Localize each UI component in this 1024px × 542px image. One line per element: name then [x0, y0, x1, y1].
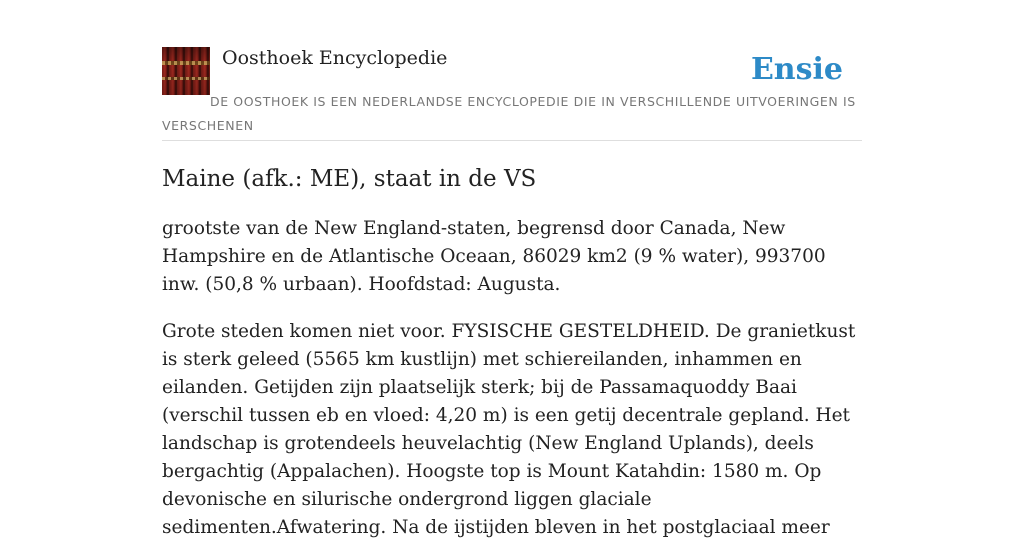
article-paragraph: grootste van de New England-staten, begrensd door Canada, New Hampshire en de Atlantische Oceaan, 86029 km2 (9 % water), 993700 inw. (50,8 % urbaan). Hoofdstad: Augusta. [162, 218, 826, 295]
avatar-shade [162, 47, 210, 95]
page-title: Maine (afk.: ME), staat in de VS [162, 166, 537, 192]
page [162, 0, 862, 542]
site-name-link[interactable]: Oosthoek Encyclopedie [222, 47, 448, 69]
brand-logo[interactable]: Ensie [750, 52, 843, 87]
article-body [162, 215, 862, 542]
site-tagline: DE OOSTHOEK IS EEN NEDERLANDSE ENCYCLOPEDIE DIE IN VERSCHILLENDE UITVOERINGEN IS VERSCHENEN [162, 94, 856, 133]
article-paragraph: Grote steden komen niet voor. FYSISCHE GESTELDHEID. De granietkust is sterk geleed (5565 km kustlijn) met schiereilanden, inhammen en eilanden. Getijden zijn plaatselijk sterk; bij de Passamaquoddy Baai (verschil tussen eb en vloed: 4,20 m) is een getij decentrale gepland. Het landschap is grotendeels heuvelachtig (New England Uplands), deels bergachtig (Appalachen). Hoogste top is Mount Katahdin: 1580 m. Op devonische en silurische ondergrond liggen glaciale sedimenten.Afwatering. Na de ijstijden bleven in het postglaciaal meer [162, 321, 856, 538]
header [162, 46, 862, 141]
avatar[interactable] [162, 47, 210, 95]
